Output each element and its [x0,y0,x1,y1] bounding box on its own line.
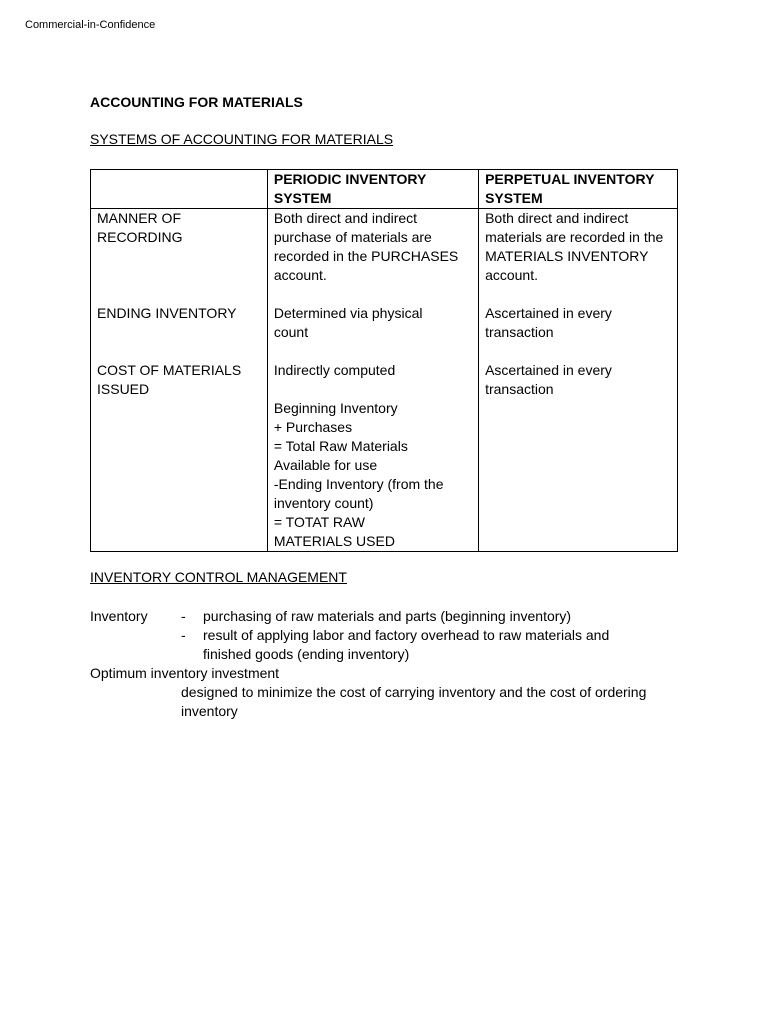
table-cell-labels [91,209,268,552]
table-row [91,209,678,552]
inventory-label: Inventory [90,608,148,624]
perpetual-cost-of-materials: Ascertained in every transaction [485,362,612,397]
section-heading-systems: SYSTEMS OF ACCOUNTING FOR MATERIALS [90,131,394,147]
document-title: ACCOUNTING FOR MATERIALS [90,94,303,110]
table-header-perpetual: PERPETUAL INVENTORY SYSTEM [479,170,678,209]
formula-line: = TOTAT RAW MATERIALS USED [273,514,395,549]
list-item [90,626,690,664]
formula-line: = Total Raw Materials Available for use [273,438,408,473]
perpetual-manner-of-recording: Both direct and indirect materials are recorded in the MATERIALS INVENTORY account. [485,210,664,283]
list-item [90,664,690,683]
periodic-manner-of-recording: Both direct and indirect purchase of materials are recorded in the PURCHASES account. [273,210,459,283]
table-header-periodic: PERIODIC INVENTORY SYSTEM [267,170,478,209]
formula-line: -Ending Inventory (from the inventory count) [273,476,444,511]
table-cell-perpetual [479,209,678,552]
inventory-bullet-2: result of applying labor and factory overhead to raw materials and finished goods (ending inventory) [203,627,610,662]
bullet-dash: - [181,608,186,624]
section-heading-inventory-control: INVENTORY CONTROL MANAGEMENT [90,569,347,585]
table-header-row [91,170,678,209]
confidentiality-label: Commercial-in-Confidence [25,19,156,31]
formula-line: Beginning Inventory [273,400,398,416]
inventory-definition-block [90,607,690,721]
row-label-cost-of-materials-issued: COST OF MATERIALS ISSUED [97,362,242,397]
inventory-systems-table [90,169,678,552]
inventory-bullet-1: purchasing of raw materials and parts (beginning inventory) [203,608,572,624]
periodic-ending-inventory: Determined via physical count [273,305,423,340]
perpetual-ending-inventory: Ascertained in every transaction [485,305,612,340]
optimum-label: Optimum inventory investment [90,665,280,681]
row-label-manner-of-recording: MANNER OF RECORDING [97,210,183,245]
periodic-cost-of-materials: Indirectly computed [273,362,396,378]
table-header-empty [91,170,268,209]
list-item [90,607,690,626]
list-item [90,683,690,721]
row-label-ending-inventory: ENDING INVENTORY [97,305,237,321]
formula-line: + Purchases [273,419,353,435]
table-cell-periodic [267,209,478,552]
optimum-description: designed to minimize the cost of carrying inventory and the cost of ordering inventory [181,684,647,719]
bullet-dash: - [181,627,186,643]
